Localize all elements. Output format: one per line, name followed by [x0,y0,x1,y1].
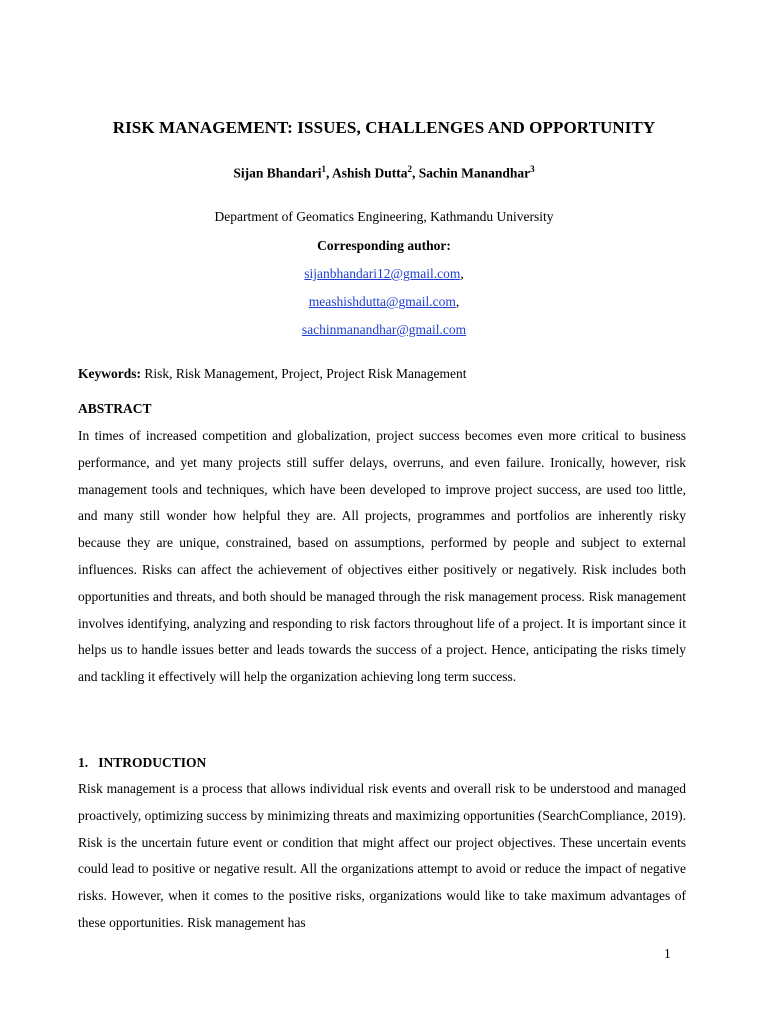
corresponding-author-label: Corresponding author: [317,238,451,253]
author-name: Ashish Dutta [332,165,408,181]
paper-title: RISK MANAGEMENT: ISSUES, CHALLENGES AND OPPORTUNITY [112,118,656,137]
email-line [0,266,768,282]
email-link[interactable]: meashishdutta@gmail.com [308,294,456,309]
author-list [0,164,768,182]
abstract-heading: ABSTRACT [78,401,152,416]
author-name: Sachin Manandhar [418,165,531,181]
email-trailing-punct: , [455,294,460,309]
email-link[interactable]: sachinmanandhar@gmail.com [301,322,467,337]
author-affiliation-marker: 1 [321,164,327,174]
author-separator: , [411,165,419,181]
abstract-paragraph: In times of increased competition and globalization, project success becomes even more critical to business performance, and yet many projects still suffer delays, overruns, and even failure. Ironically, however, risk management tools and techniques, which have been developed to improve project success, are used too little, and many still wonder how helpful they are. All projects, programmes and portfolios are inherently risky because they are unique, constrained, based on assumptions, performed by people and subject to external influences. Risks can affect the achievement of objectives either positively or negatively. Risk includes both opportunities and threats, and both should be managed through the risk management process. Risk management involves identifying, analyzing and responding to risk factors throughout life of a project. It is important since it helps us to handle issues better and leads towards the success of a project. Hence, anticipating the risks timely and tackling it effectively will help the organization achieving long term success. [78,428,686,685]
keywords-label: Keywords: [78,366,141,381]
author-affiliation-marker: 3 [530,164,535,174]
keywords-line [78,366,466,382]
author-affiliation-marker: 2 [407,164,412,174]
email-trailing-punct: , [460,266,464,281]
email-line [0,322,768,338]
affiliation: Department of Geomatics Engineering, Kathmandu University [214,209,554,224]
author-name: Sijan Bhandari [233,165,322,181]
email-line [0,294,768,310]
keywords-text: Risk, Risk Management, Project, Project Risk Management [141,366,467,381]
email-link[interactable]: sijanbhandari12@gmail.com [304,266,461,281]
introduction-heading: 1. INTRODUCTION [78,755,207,770]
introduction-paragraph: Risk management is a process that allows individual risk events and overall risk to be understood and managed proactively, optimizing success by minimizing threats and maximizing opportunities (SearchCompliance, 2019). Risk is the uncertain future event or condition that might affect our project objectives. These uncertain events could lead to positive or negative result. All the organizations attempt to avoid or reduce the impact of negative risks. However, when it comes to the positive risks, organizations would like to take maximum advantages of these opportunities. Risk management has [78,781,686,930]
page-number: 1 [664,946,671,961]
author-separator: , [326,165,333,181]
